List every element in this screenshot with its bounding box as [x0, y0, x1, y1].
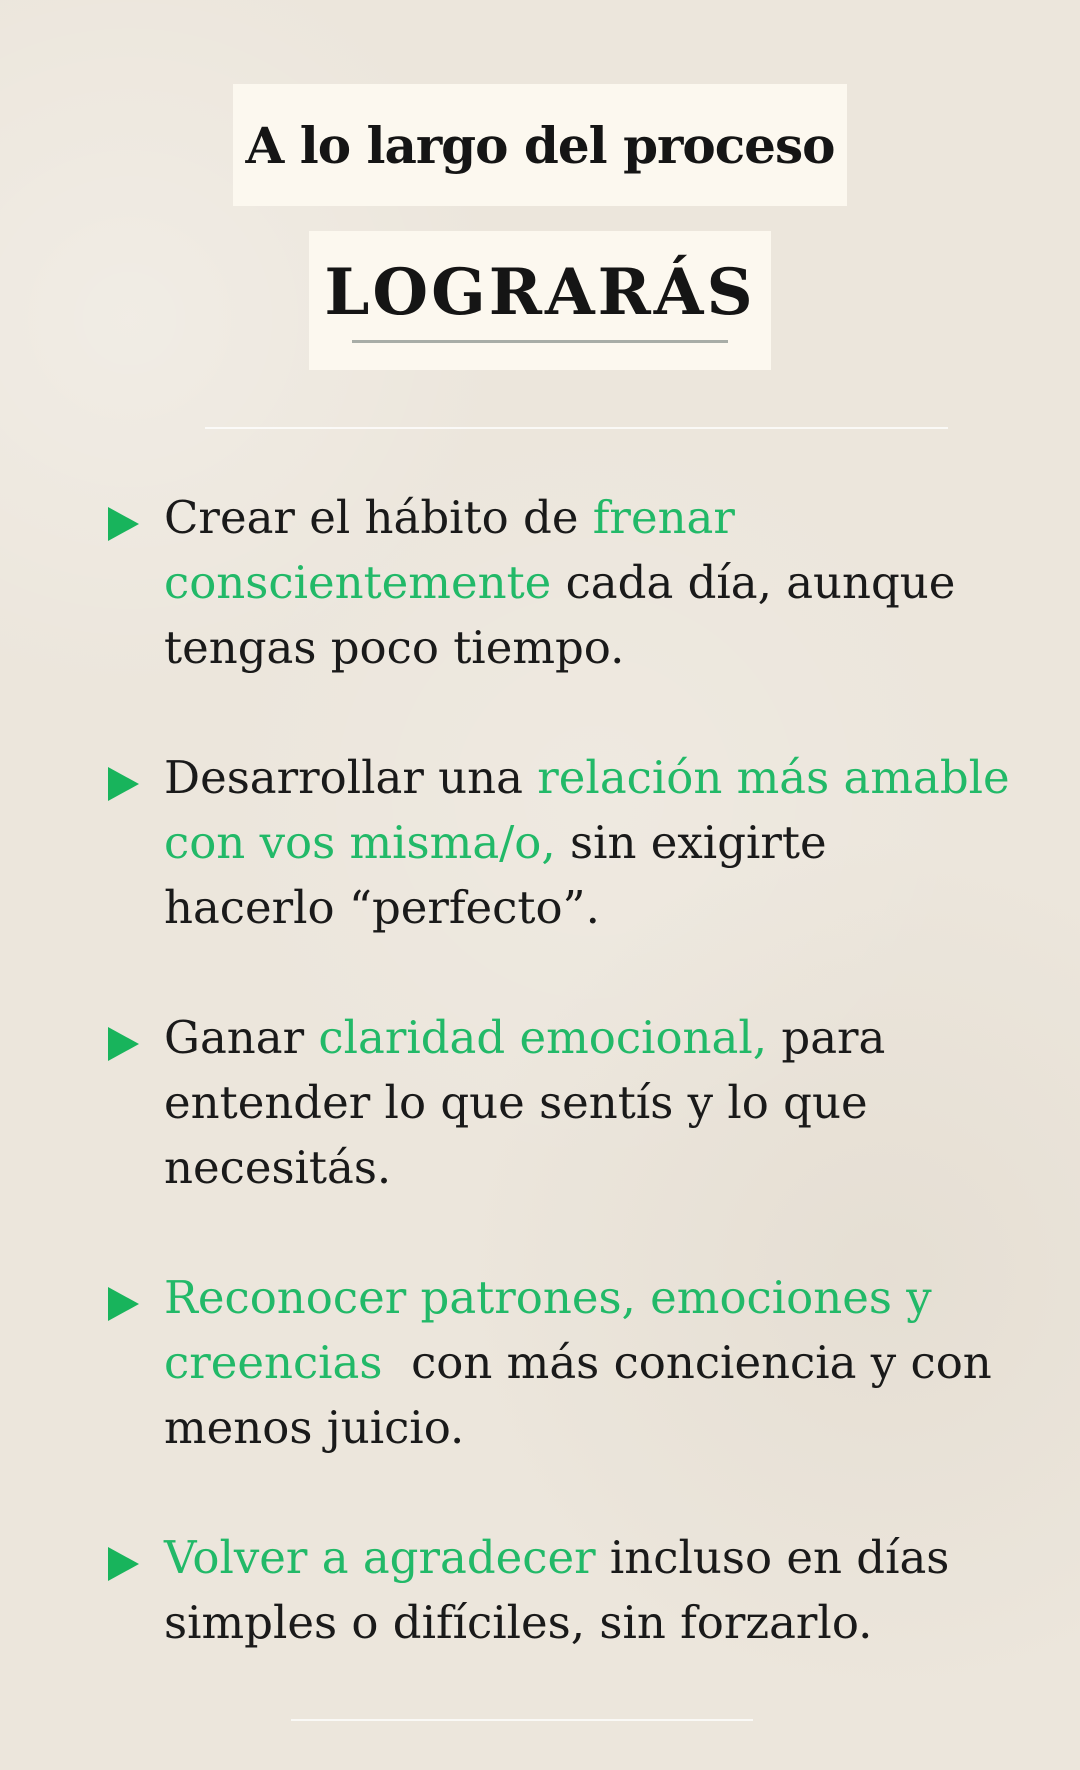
text-segment: para [767, 1011, 886, 1064]
highlighted-text: creencias [164, 1336, 383, 1389]
text-segment: necesitás. [164, 1141, 392, 1194]
text-line [164, 1070, 986, 1135]
text-line [164, 1395, 986, 1460]
benefits-list [106, 485, 1010, 1655]
play-triangle-icon [108, 1027, 139, 1061]
text-segment: tengas poco tiempo. [164, 621, 625, 674]
title-box [233, 84, 847, 206]
list-item [106, 1005, 986, 1200]
text-line [164, 550, 986, 615]
text-segment: con más conciencia y con [382, 1336, 992, 1389]
text-line [164, 875, 986, 940]
text-segment: cada día, aunque [551, 556, 956, 609]
list-item-text [164, 1265, 992, 1460]
play-triangle-icon [108, 1287, 139, 1321]
bottom-divider [291, 1719, 753, 1721]
page-subtitle: LOGRARÁS [324, 255, 756, 330]
highlighted-text: relación más amable [537, 751, 1010, 804]
text-segment: incluso en días [595, 1531, 950, 1584]
text-line [164, 1135, 986, 1200]
text-line [164, 745, 1010, 810]
list-item [106, 1525, 986, 1655]
text-line [164, 810, 986, 875]
subtitle-box [309, 231, 771, 370]
highlighted-text: conscientemente [164, 556, 552, 609]
list-item [106, 485, 986, 680]
play-triangle-icon [108, 1547, 139, 1581]
list-item-text [164, 1525, 986, 1655]
text-line [164, 1005, 986, 1070]
highlighted-text: Reconocer patrones, emociones y [164, 1271, 932, 1324]
highlighted-text: con vos misma/o, [164, 816, 556, 869]
text-line [164, 615, 986, 680]
highlighted-text: Volver a agradecer [164, 1531, 596, 1584]
text-segment: menos juicio. [164, 1401, 465, 1454]
text-segment: simples o difíciles, sin forzarlo. [164, 1596, 873, 1649]
text-line [164, 1590, 986, 1655]
text-segment: Desarrollar una [164, 751, 538, 804]
play-triangle-icon [108, 767, 139, 801]
text-segment: sin exigirte [555, 816, 827, 869]
list-item-text [164, 1005, 986, 1200]
subtitle-underline [352, 340, 728, 343]
page-title: A lo largo del proceso [245, 115, 835, 175]
text-line [164, 1265, 986, 1330]
text-line [164, 1330, 992, 1395]
top-divider [205, 427, 948, 429]
text-segment: Ganar [164, 1011, 319, 1064]
text-line [164, 485, 986, 550]
text-segment: Crear el hábito de [164, 491, 593, 544]
list-item-text [164, 485, 986, 680]
list-item [106, 745, 1010, 940]
text-segment: entender lo que sentís y lo que [164, 1076, 868, 1129]
text-line [164, 1525, 986, 1590]
play-triangle-icon [108, 507, 139, 541]
list-item [106, 1265, 992, 1460]
highlighted-text: claridad emocional, [318, 1011, 768, 1064]
highlighted-text: frenar [592, 491, 735, 544]
text-segment: hacerlo “perfecto”. [164, 881, 600, 934]
list-item-text [164, 745, 1010, 940]
